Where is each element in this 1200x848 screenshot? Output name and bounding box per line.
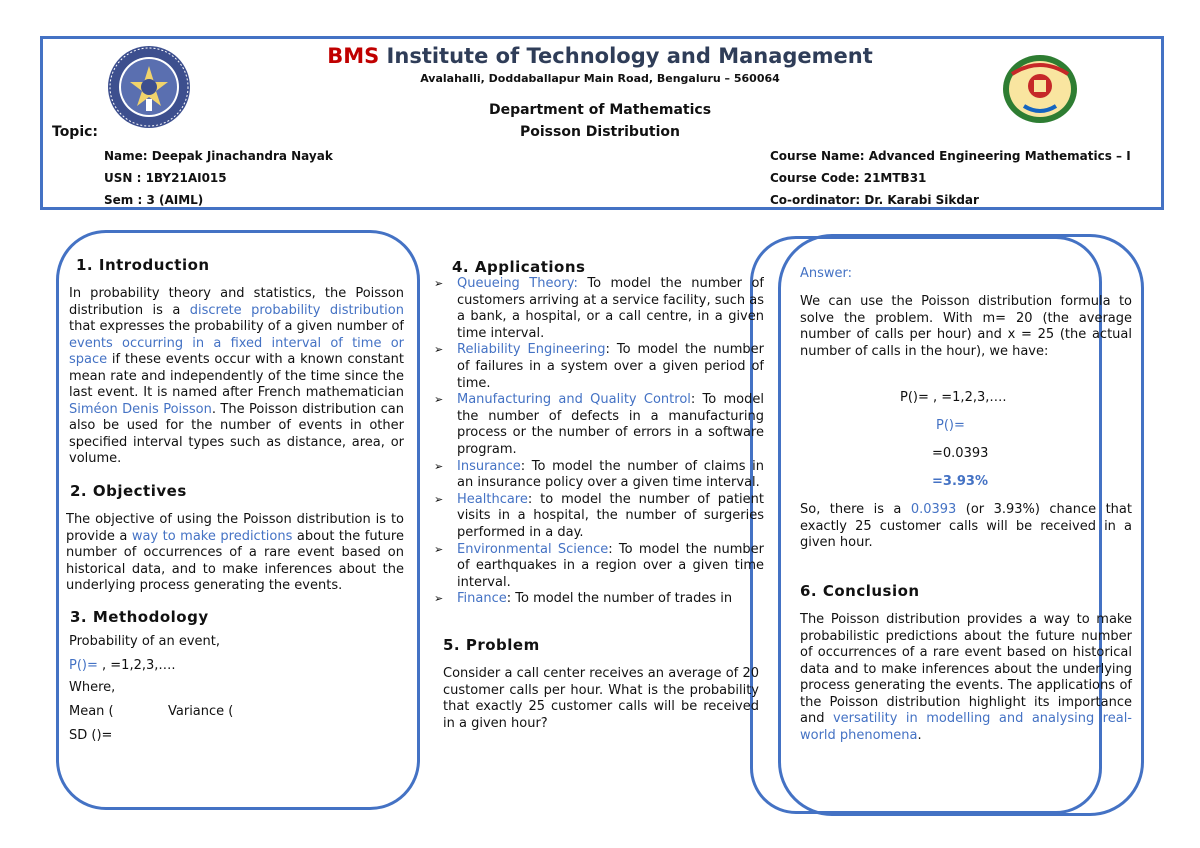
- poster-subject: Poisson Distribution: [519, 124, 680, 140]
- answer-summary-2: (or 3.93%) chance that exactly 25 customer calls will be received in a given hour.: [800, 502, 1132, 550]
- conclusion-text-2: .: [917, 727, 922, 743]
- application-item: [434, 492, 764, 542]
- application-label[interactable]: Manufacturing and Quality Control: [457, 392, 691, 408]
- application-text: : to model the number of patient visits in a hospital, the number of surgeries performed in a day.: [457, 491, 764, 540]
- methodology-sd: SD ()=: [69, 728, 113, 743]
- course-coordinator: Co-ordinator: Dr. Karabi Sikdar: [770, 193, 979, 207]
- application-label[interactable]: Healthcare: [457, 491, 528, 507]
- application-item: [434, 276, 764, 342]
- application-text: To model the number of customers arriving at a service facility, such as a bank, a hospital, or a call centre, in a given time interval.: [457, 276, 764, 341]
- methodology-heading: 3. Methodology: [70, 608, 209, 626]
- application-text: : To model the number of failures in a system over a given period of time.: [457, 342, 764, 391]
- application-item: [434, 459, 764, 492]
- answer-value: =0.0393: [932, 446, 989, 461]
- topic-label: Topic:: [52, 124, 99, 140]
- application-item: [434, 342, 764, 392]
- intro-text-2: that expresses the probability of a given number of: [69, 319, 404, 334]
- application-item: [434, 392, 764, 458]
- methodology-mean: Mean (: [69, 704, 114, 719]
- student-sem: Sem : 3 (AIML): [104, 193, 204, 207]
- application-label[interactable]: Environmental Science: [457, 541, 609, 557]
- course-code: Course Code: 21MTB31: [770, 171, 927, 185]
- introduction-text: [69, 286, 404, 480]
- answer-summary: [800, 502, 1132, 552]
- conclusion-text: [800, 612, 1132, 744]
- intro-link-events[interactable]: events occurring in a fixed interval of time or space: [69, 335, 404, 367]
- arrow-bullet-icon: ➢: [434, 492, 444, 506]
- answer-summary-1: So, there is a: [800, 502, 911, 517]
- application-label[interactable]: Queueing Theory:: [457, 276, 578, 291]
- institute-title-rest: Institute of Technology and Management: [379, 44, 873, 68]
- methodology-formula-label: P()=: [69, 658, 98, 673]
- problem-heading: 5. Problem: [443, 636, 540, 654]
- application-label[interactable]: Reliability Engineering: [457, 342, 606, 358]
- arrow-bullet-icon: ➢: [434, 277, 444, 290]
- department-name: Department of Mathematics: [488, 102, 712, 118]
- institute-address: Avalahalli, Doddaballapur Main Road, Bengaluru – 560064: [420, 72, 780, 85]
- intro-text-1: In probability theory and statistics, the Poisson distribution is a: [69, 286, 404, 318]
- methodology-line1: Probability of an event,: [69, 634, 221, 649]
- answer-formula-2: P()=: [936, 418, 965, 433]
- application-label[interactable]: Finance: [457, 591, 507, 607]
- objectives-text: [66, 512, 404, 608]
- methodology-variance: Variance (: [168, 704, 234, 719]
- arrow-bullet-icon: ➢: [434, 343, 444, 357]
- intro-text-3: if these events occur with a known constant mean rate and independently of the time since the last event. It is named after French mathematician: [69, 352, 404, 400]
- applications-list: [434, 276, 764, 624]
- methodology-formula: [69, 658, 176, 674]
- answer-intro: We can use the Poisson distribution formula to solve the problem. With m= 20 (the average number of calls per hour) and x = 25 (the actual number of calls in the hour), we have:: [800, 294, 1132, 359]
- institute-title-accent: BMS: [327, 44, 380, 68]
- objectives-text-2: about the future number of occurrences of a rare event based on historical data, and to make inferences about the underlying process generating the events.: [66, 528, 404, 593]
- application-text: : To model the number of trades in: [506, 591, 733, 607]
- application-item: [434, 542, 764, 592]
- student-info: [104, 145, 333, 211]
- conclusion-heading: 6. Conclusion: [800, 582, 920, 600]
- intro-link-poisson[interactable]: Siméon Denis Poisson: [69, 401, 212, 417]
- application-label[interactable]: Insurance: [457, 458, 521, 474]
- application-text: : To model the number of defects in a manufacturing process or the number of errors in a software program.: [457, 392, 764, 457]
- conclusion-link-versatility[interactable]: versatility in modelling and analysing real-world phenomena: [800, 711, 1132, 743]
- arrow-bullet-icon: ➢: [434, 459, 444, 473]
- answer-formula-1: P()= , =1,2,3,….: [900, 390, 1007, 405]
- methodology-formula-rest: , =1,2,3,….: [97, 658, 176, 673]
- application-text: : To model the number of claims in an insurance policy over a given time interval.: [457, 458, 764, 491]
- answer-summary-value: 0.0393: [910, 502, 957, 517]
- objectives-link-predictions[interactable]: way to make predictions: [131, 528, 293, 544]
- institute-title: [0, 44, 1200, 68]
- course-name: Course Name: Advanced Engineering Mathematics – I: [770, 149, 1131, 163]
- arrow-bullet-icon: ➢: [434, 542, 444, 556]
- introduction-heading: 1. Introduction: [76, 256, 210, 274]
- student-name: Name: Deepak Jinachandra Nayak: [104, 149, 333, 163]
- answer-label: Answer:: [800, 266, 853, 281]
- objectives-heading: 2. Objectives: [70, 482, 187, 500]
- conclusion-text-1: The Poisson distribution provides a way to make probabilistic predictions about the future number of occurrences of a rare event based on historical data and to make inferences about the underlying process generating the events. The applications of the Poisson distribution highlight its importance and: [800, 612, 1132, 726]
- intro-link-discrete[interactable]: discrete probability distribution: [189, 302, 404, 318]
- course-info: [770, 145, 1131, 211]
- problem-text: Consider a call center receives an average of 20 customer calls per hour. What is the probability that exactly 25 customer calls will be received in a given hour?: [443, 666, 759, 731]
- application-item: [434, 591, 764, 608]
- objectives-text-1: The objective of using the Poisson distribution is to provide a: [66, 512, 404, 544]
- applications-heading: 4. Applications: [452, 258, 586, 276]
- methodology-where: Where,: [69, 680, 116, 695]
- answer-percent: =3.93%: [932, 474, 988, 489]
- arrow-bullet-icon: ➢: [434, 393, 444, 407]
- student-usn: USN : 1BY21AI015: [104, 171, 227, 185]
- intro-text-4: . The Poisson distribution can also be used for the number of events in other specified interval types such as distance, area, or volume.: [69, 401, 404, 466]
- application-text: : To model the number of earthquakes in a region over a given time interval.: [457, 541, 764, 590]
- arrow-bullet-icon: ➢: [434, 592, 444, 606]
